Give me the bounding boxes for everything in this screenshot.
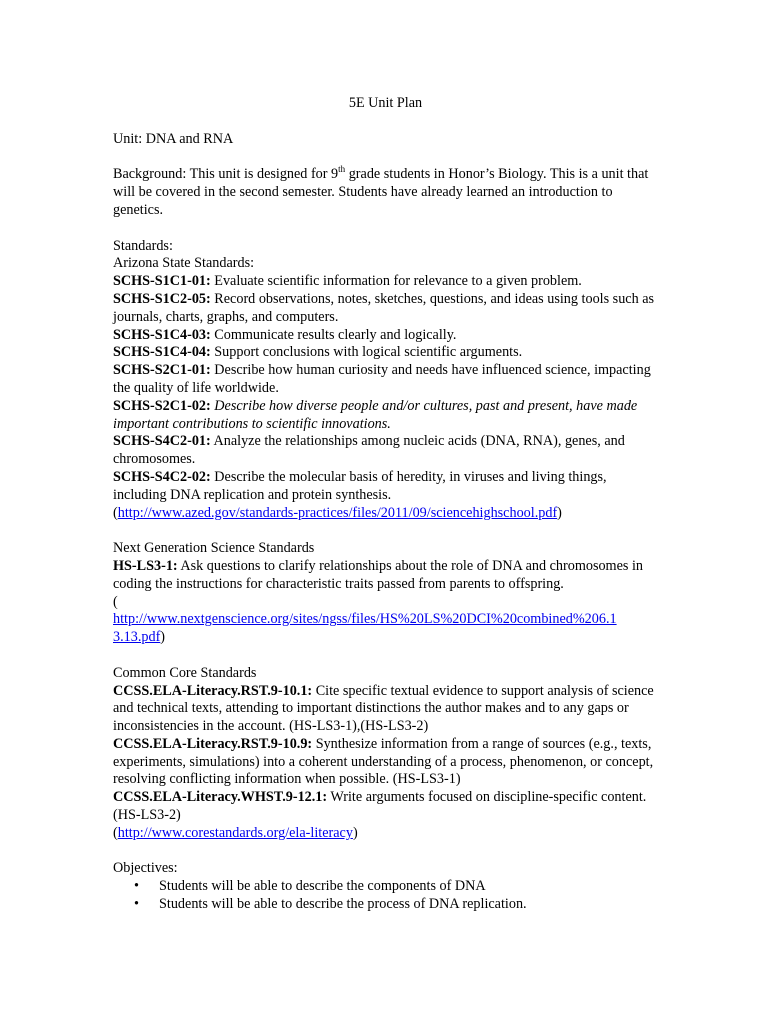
unit-line: Unit: DNA and RNA: [113, 130, 234, 147]
standard-item: [113, 273, 658, 291]
standard-item: [113, 398, 658, 434]
background-paragraph: [113, 166, 658, 219]
standard-code: HS-LS3-1:: [113, 557, 178, 574]
standard-text: Analyze the relationships among nucleic acids (DNA, RNA), genes, and chromosomes.: [113, 433, 625, 468]
common-core-link-line: (http://www.corestandards.org/ela-literacy): [113, 824, 358, 841]
objectives-heading: Objectives:: [113, 860, 178, 877]
standard-text: Communicate results clearly and logically.: [210, 326, 457, 343]
standard-code: SCHS-S1C4-03:: [113, 326, 211, 343]
standard-code: SCHS-S2C1-02:: [113, 397, 211, 414]
standard-code: CCSS.ELA-Literacy.WHST.9-12.1:: [113, 789, 328, 806]
list-item: [113, 878, 658, 896]
document-title: 5E Unit Plan: [348, 95, 423, 111]
standard-text: Ask questions to clarify relationships about the role of DNA and chromosomes in coding the instructions for characteristic traits passed from parents to offspring.: [113, 557, 643, 592]
standard-text-italic: Describe how diverse people and/or cultures, past and present, have made important contributions to scientific innovations.: [113, 397, 638, 432]
standard-code: CCSS.ELA-Literacy.RST.9-10.9:: [113, 735, 313, 752]
standard-item: [113, 327, 658, 345]
standards-section: [113, 238, 658, 523]
standard-text: Evaluate scientific information for relevance to a given problem.: [210, 273, 582, 290]
standard-code: SCHS-S4C2-02:: [113, 468, 211, 485]
standard-code: SCHS-S1C1-01:: [113, 273, 211, 290]
standard-item: [113, 291, 658, 327]
background-superscript: th: [338, 164, 346, 175]
ngss-link-part1: http://www.nextgenscience.org/sites/ngss/files/HS%20LS%20DCI%20combined%206.1: [113, 611, 617, 628]
arizona-link-line: (http://www.azed.gov/standards-practices/files/2011/09/sciencehighschool.pdf): [113, 504, 562, 521]
ngss-section: [113, 540, 658, 647]
standard-code: SCHS-S1C2-05:: [113, 290, 211, 307]
standard-text: Support conclusions with logical scientific arguments.: [210, 344, 523, 361]
common-core-link[interactable]: http://www.corestandards.org/ela-literacy: [117, 824, 353, 841]
objective-text: Students will be able to describe the process of DNA replication.: [159, 896, 527, 913]
standard-text: Cite specific textual evidence to support analysis of science and technical texts, attending to important distinctions the author makes and to any gaps or inconsistencies in the account. (HS-LS3-1),(HS-LS3-2): [113, 682, 654, 735]
standard-item: [113, 469, 658, 505]
bullet-icon: •: [134, 878, 139, 895]
background-text-pre: Background: This unit is designed for 9: [113, 166, 339, 183]
background-text-post: grade students in Honor’s Biology. This is a unit that will be covered in the second semester. Students have already learned an introduction to genetics.: [113, 166, 649, 218]
standards-heading: Standards:: [113, 237, 173, 254]
standard-item: [113, 789, 658, 825]
ngss-heading: Next Generation Science Standards: [113, 540, 315, 557]
objectives-section: [113, 860, 658, 913]
standard-text: Synthesize information from a range of sources (e.g., texts, experiments, simulations) into a coherent understanding of a process, phenomenon, or concept, resolving conflicting information when possible. (HS-LS3-1): [113, 735, 654, 788]
ngss-link-line: ( http://www.nextgenscience.org/sites/ngss/files/HS%20LS%20DCI%20combined%206.1 3.13.pdf): [113, 594, 658, 647]
standard-text: Describe how human curiosity and needs have influenced science, impacting the quality of life worldwide.: [113, 362, 651, 396]
standard-item: [113, 433, 658, 469]
ngss-link[interactable]: [113, 611, 658, 645]
standard-text: Write arguments focused on discipline-specific content. (HS-LS3-2): [113, 789, 647, 824]
standard-text: Record observations, notes, sketches, questions, and ideas using tools such as journals, charts, graphs, and computers.: [113, 290, 655, 325]
standard-item: [113, 683, 658, 736]
common-core-heading: Common Core Standards: [113, 664, 257, 681]
objectives-list: [113, 878, 658, 914]
standard-code: SCHS-S4C2-01:: [113, 433, 211, 450]
list-item: [113, 896, 658, 914]
standard-code: CCSS.ELA-Literacy.RST.9-10.1:: [113, 682, 313, 699]
standard-code: SCHS-S2C1-01:: [113, 362, 211, 379]
standard-item: [113, 736, 658, 789]
standard-item: [113, 362, 658, 398]
arizona-heading: Arizona State Standards:: [113, 255, 255, 272]
standard-item: [113, 558, 658, 594]
standard-code: SCHS-S1C4-04:: [113, 344, 211, 361]
standard-item: [113, 344, 658, 362]
common-core-section: [113, 665, 658, 843]
standard-text: Describe the molecular basis of heredity, in viruses and living things, including DNA replication and protein synthesis.: [113, 468, 607, 503]
bullet-icon: •: [134, 896, 139, 913]
arizona-standards-link[interactable]: http://www.azed.gov/standards-practices/files/2011/09/sciencehighschool.pdf: [117, 504, 558, 521]
objective-text: Students will be able to describe the components of DNA: [159, 878, 486, 895]
ngss-link-part2: 3.13.pdf: [113, 629, 161, 646]
